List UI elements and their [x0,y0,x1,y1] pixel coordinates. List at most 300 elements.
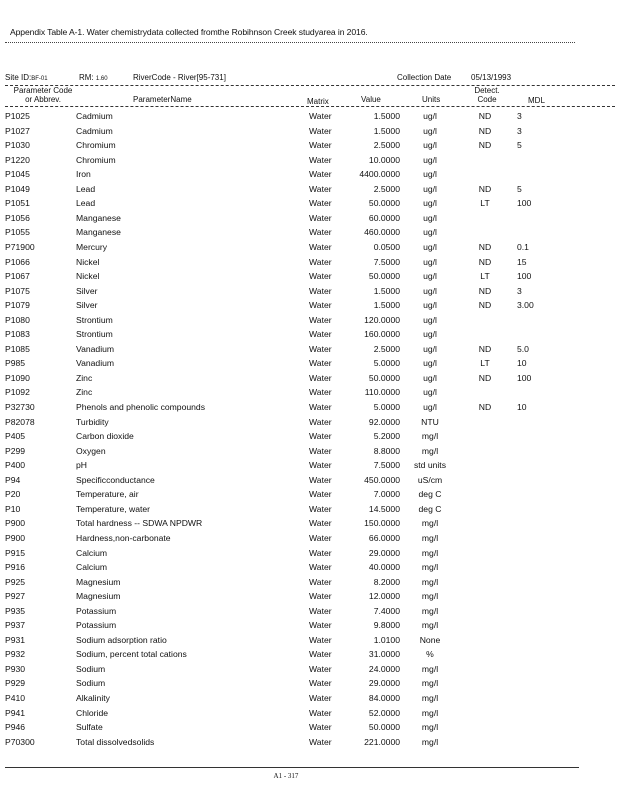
value-cell: 7.5000 [373,256,400,267]
parameter-code-cell: P1051 [5,198,30,209]
parameter-code-cell: P915 [5,547,26,558]
table-row [0,737,618,752]
value-cell: 40.0000 [368,562,400,573]
parameter-code-cell: P941 [5,707,26,718]
units-cell: deg C [418,503,442,514]
river-mile-label: RM: [79,73,94,82]
parameter-code-cell: P10 [5,503,21,514]
value-cell: 60.0000 [368,212,400,223]
detect-code-cell: ND [478,140,492,151]
units-cell: mg/l [421,445,439,456]
units-cell: mg/l [421,678,439,689]
units-cell: mg/l [421,693,439,703]
parameter-name-cell: Vanadium [76,358,115,369]
units-cell: ug/l [423,169,437,180]
parameter-name-cell: Silver [76,300,98,311]
parameter-name-cell: Manganese [76,227,121,238]
mdl-cell: 100 [517,271,532,282]
header-matrix: Matrix [307,97,329,106]
matrix-cell: Water [309,576,332,587]
parameter-code-cell: P70300 [5,736,35,747]
title-divider [5,42,575,43]
value-cell: 10.0000 [368,154,400,165]
parameter-name-cell: Silver [76,285,98,296]
parameter-code-cell: P1030 [5,140,30,151]
parameter-name-cell: Nickel [76,256,100,267]
parameter-name-cell: Vanadium [76,343,115,354]
parameter-code-cell: P1066 [5,256,30,267]
matrix-cell: Water [309,227,332,238]
parameter-name-cell: Carbon dioxide [76,431,134,442]
matrix-cell: Water [309,605,332,616]
parameter-name-cell: Calcium [76,562,108,573]
units-cell: mg/l [421,663,439,674]
table-row [0,358,618,373]
value-cell: 31.0000 [368,649,400,660]
table-row [0,518,618,533]
table-row [0,664,618,679]
value-cell: 8.8000 [373,445,400,456]
parameter-code-cell: P1067 [5,271,30,282]
value-cell: 110.0000 [364,387,400,398]
table-row [0,344,618,359]
table-row [0,620,618,635]
value-cell: 50.0000 [368,722,400,733]
value-cell: 450.0000 [364,474,400,485]
value-cell: 1.5000 [373,111,400,121]
parameter-code-cell: P900 [5,518,26,529]
value-cell: 50.0000 [368,372,400,383]
units-cell: mg/l [421,547,439,558]
table-row [0,329,618,344]
parameter-code-cell: P1092 [5,387,30,398]
matrix-cell: Water [309,241,332,252]
parameter-name-cell: Potassium [76,620,117,631]
units-cell: ug/l [423,314,437,325]
units-cell: mg/l [421,532,439,543]
detect-code-cell: LT [480,358,490,369]
parameter-code-cell: P410 [5,693,26,703]
parameter-name-cell: Zinc [76,387,93,398]
mdl-cell: 3.00 [517,300,534,311]
parameter-name-cell: Manganese [76,212,121,223]
units-cell: uS/cm [417,474,443,485]
table-row [0,606,618,621]
value-cell: 14.5000 [368,503,400,514]
units-cell: mg/l [421,722,439,733]
matrix-cell: Water [309,402,332,412]
matrix-cell: Water [309,532,332,543]
mdl-cell: 5.0 [517,343,529,354]
value-cell: 24.0000 [368,663,400,674]
value-cell: 1.0100 [373,634,400,645]
units-cell: None [419,634,441,645]
value-cell: 221.0000 [364,736,400,747]
value-cell: 50.0000 [368,271,400,282]
river-mile [79,73,108,82]
parameter-name-cell: Iron [76,169,91,180]
matrix-cell: Water [309,591,332,602]
units-cell: ug/l [423,198,437,209]
header-top-divider [5,85,615,86]
table-row [0,242,618,257]
matrix-cell: Water [309,271,332,282]
table-row [0,722,618,737]
table-row [0,577,618,592]
mdl-cell: 3 [517,285,522,296]
table-row [0,417,618,432]
matrix-cell: Water [309,431,332,442]
units-cell: mg/l [421,707,439,718]
units-cell: ug/l [423,227,437,238]
parameter-name-cell: Turbidity [76,416,109,427]
units-cell: ug/l [423,256,437,267]
units-cell: ug/l [423,343,437,354]
table-row [0,533,618,548]
mdl-cell: 5 [517,183,522,194]
parameter-code-cell: P932 [5,649,26,660]
units-cell: mg/l [421,576,439,587]
table-row [0,504,618,519]
parameter-code-cell: P929 [5,678,26,689]
table-row [0,126,618,141]
parameter-name-cell: Nickel [76,271,100,282]
parameter-code-cell: P1049 [5,183,30,194]
matrix-cell: Water [309,125,332,136]
matrix-cell: Water [309,169,332,180]
value-cell: 1.5000 [373,300,400,311]
table-row [0,387,618,402]
parameter-name-cell: Chromium [76,154,116,165]
header-detect-code-line1: Detect. [474,86,500,95]
table-row [0,649,618,664]
value-cell: 2.5000 [373,343,400,354]
matrix-cell: Water [309,198,332,209]
matrix-cell: Water [309,562,332,573]
matrix-cell: Water [309,329,332,340]
units-cell: ug/l [423,285,437,296]
matrix-cell: Water [309,620,332,631]
matrix-cell: Water [309,256,332,267]
units-cell: ug/l [423,140,437,151]
parameter-code-cell: P1045 [5,169,30,180]
parameter-code-cell: P927 [5,591,26,602]
table-row [0,184,618,199]
parameter-code-cell: P405 [5,431,26,442]
matrix-cell: Water [309,314,332,325]
units-cell: ug/l [423,154,437,165]
table-row [0,475,618,490]
matrix-cell: Water [309,285,332,296]
matrix-cell: Water [309,489,332,500]
table-row [0,257,618,272]
parameter-code-cell: P937 [5,620,26,631]
units-cell: ug/l [423,387,437,398]
parameter-code-cell: P400 [5,460,26,471]
matrix-cell: Water [309,736,332,747]
header-parameter-code-line1: Parameter Code [13,86,73,95]
header-parameter-code [8,86,78,104]
value-cell: 66.0000 [368,532,400,543]
table-row [0,300,618,315]
matrix-cell: Water [309,445,332,456]
parameter-code-cell: P930 [5,663,26,674]
header-parameter-code-line2: or Abbrev. [25,95,61,104]
units-cell: mg/l [421,562,439,573]
parameter-name-cell: Magnesium [76,591,121,602]
mdl-cell: 10 [517,358,527,369]
matrix-cell: Water [309,372,332,383]
units-cell: mg/l [421,591,439,602]
parameter-name-cell: Calcium [76,547,108,558]
units-cell: std units [413,460,446,471]
matrix-cell: Water [309,387,332,398]
parameter-name-cell: Magnesium [76,576,121,587]
value-cell: 0.0500 [373,241,400,252]
parameter-code-cell: P1025 [5,111,30,121]
matrix-cell: Water [309,722,332,733]
value-cell: 120.0000 [364,314,400,325]
collection-date: 05/13/1993 [471,73,512,82]
parameter-code-cell: P1080 [5,314,30,325]
matrix-cell: Water [309,416,332,427]
parameter-name-cell: Sodium [76,678,106,689]
units-cell: ug/l [423,271,437,282]
matrix-cell: Water [309,707,332,718]
table-row [0,373,618,388]
parameter-code-cell: P916 [5,562,26,573]
value-cell: 5.2000 [373,431,400,442]
value-cell: 52.0000 [368,707,400,718]
matrix-cell: Water [309,678,332,689]
page-title: Appendix Table A-1. Water chemistrydata collected fromthe Robihnson Creek studyarea in 2016. [10,27,368,37]
parameter-name-cell: Oxygen [76,445,106,456]
parameter-code-cell: P299 [5,445,26,456]
parameter-code-cell: P82078 [5,416,35,427]
detect-code-cell: ND [478,300,492,311]
table-row [0,227,618,242]
parameter-code-cell: P1027 [5,125,30,136]
table-row [0,446,618,461]
parameter-code-cell: P1090 [5,372,30,383]
mdl-cell: 15 [517,256,527,267]
parameter-name-cell: Total dissolvedsolids [76,736,155,747]
parameter-code-cell: P946 [5,722,26,733]
parameter-name-cell: Strontium [76,329,113,340]
units-cell: mg/l [421,736,439,747]
table-row [0,431,618,446]
matrix-cell: Water [309,518,332,529]
value-cell: 4400.0000 [359,169,400,180]
site-id-label: Site ID: [5,73,32,82]
detect-code-cell: ND [478,402,492,412]
value-cell: 84.0000 [368,693,400,703]
matrix-cell: Water [309,111,332,121]
units-cell: NTU [421,416,439,427]
parameter-name-cell: Total hardness -- SDWA NPDWR [76,518,203,529]
parameter-code-cell: P1085 [5,343,30,354]
detect-code-cell: LT [480,198,490,209]
parameter-name-cell: Zinc [76,372,93,383]
units-cell: ug/l [423,241,437,252]
table-row [0,315,618,330]
parameter-name-cell: Phenols and phenolic compounds [76,402,205,412]
table-row [0,460,618,475]
parameter-code-cell: P1075 [5,285,30,296]
units-cell: mg/l [421,518,439,529]
parameter-name-cell: Cadmium [76,125,113,136]
value-cell: 50.0000 [368,198,400,209]
detect-code-cell: ND [478,111,492,121]
parameter-name-cell: Mercury [76,241,108,252]
value-cell: 460.0000 [364,227,400,238]
detect-code-cell: LT [480,271,490,282]
parameter-name-cell: Strontium [76,314,113,325]
header-bottom-divider [5,106,615,107]
units-cell: mg/l [421,605,439,616]
table-row [0,402,618,417]
table-row [0,548,618,563]
parameter-name-cell: Lead [76,198,96,209]
header-detect-code-line2: Code [477,95,497,104]
value-cell: 8.2000 [373,576,400,587]
value-cell: 92.0000 [368,416,400,427]
table-row [0,111,618,126]
matrix-cell: Water [309,634,332,645]
detect-code-cell: ND [478,285,492,296]
parameter-code-cell: P1055 [5,227,30,238]
value-cell: 7.5000 [373,460,400,471]
river-code: RiverCode - River[95-731] [133,73,226,82]
value-cell: 160.0000 [364,329,400,340]
parameter-code-cell: P32730 [5,402,35,412]
matrix-cell: Water [309,693,332,703]
parameter-code-cell: P20 [5,489,21,500]
parameter-code-cell: P1056 [5,212,30,223]
parameter-name-cell: Temperature, air [76,489,139,500]
matrix-cell: Water [309,154,332,165]
header-units: Units [422,95,441,104]
detect-code-cell: ND [478,372,492,383]
units-cell: ug/l [423,111,437,121]
value-cell: 2.5000 [373,140,400,151]
parameter-name-cell: Temperature, water [76,503,151,514]
units-cell: ug/l [423,402,437,412]
page-number: A1 - 317 [273,772,299,780]
units-cell: mg/l [421,620,439,631]
table-row [0,271,618,286]
value-cell: 12.0000 [368,591,400,602]
table-row [0,678,618,693]
mdl-cell: 0.1 [517,241,529,252]
header-value: Value [361,95,381,104]
value-cell: 29.0000 [368,547,400,558]
table-row [0,169,618,184]
matrix-cell: Water [309,663,332,674]
matrix-cell: Water [309,300,332,311]
table-row [0,489,618,504]
units-cell: ug/l [423,329,437,340]
matrix-cell: Water [309,140,332,151]
table-row [0,140,618,155]
value-cell: 9.8000 [373,620,400,631]
parameter-name-cell: Hardness,non-carbonate [76,532,171,543]
table-row [0,693,618,708]
mdl-cell: 100 [517,198,532,209]
parameter-name-cell: Alkalinity [76,693,110,703]
value-cell: 1.5000 [373,125,400,136]
parameter-name-cell: Sodium, percent total cations [76,649,187,660]
value-cell: 150.0000 [364,518,400,529]
river-mile-value: 1.60 [95,76,108,82]
parameter-name-cell: Lead [76,183,96,194]
parameter-code-cell: P900 [5,532,26,543]
mdl-cell: 3 [517,125,522,136]
matrix-cell: Water [309,474,332,485]
parameter-code-cell: P71900 [5,241,35,252]
units-cell: deg C [418,489,442,500]
table-row [0,286,618,301]
matrix-cell: Water [309,183,332,194]
matrix-cell: Water [309,503,332,514]
matrix-cell: Water [309,649,332,660]
value-cell: 5.0000 [373,402,400,412]
collection-date-label: Collection Date [397,73,452,82]
table-row [0,635,618,650]
detect-code-cell: ND [478,256,492,267]
parameter-code-cell: P931 [5,634,26,645]
detect-code-cell: ND [478,183,492,194]
mdl-cell: 3 [517,111,522,121]
units-cell: ug/l [423,358,437,369]
parameter-code-cell: P985 [5,358,26,369]
parameter-name-cell: Cadmium [76,111,113,121]
matrix-cell: Water [309,547,332,558]
parameter-code-cell: P935 [5,605,26,616]
units-cell: ug/l [423,300,437,311]
table-row [0,591,618,606]
parameter-name-cell: Specificconductance [76,474,155,485]
parameter-name-cell: Sulfate [76,722,103,733]
value-cell: 7.0000 [373,489,400,500]
site-id-value: BF-01 [31,76,48,82]
value-cell: 2.5000 [373,183,400,194]
table-row [0,562,618,577]
parameter-name-cell: Sodium [76,663,106,674]
footer-divider [5,767,579,768]
value-cell: 29.0000 [368,678,400,689]
value-cell: 7.4000 [373,605,400,616]
table-row [0,213,618,228]
parameter-name-cell: Potassium [76,605,117,616]
units-cell: mg/l [421,431,439,442]
mdl-cell: 100 [517,372,532,383]
parameter-code-cell: P1220 [5,154,30,165]
table-row [0,198,618,213]
detect-code-cell: ND [478,125,492,136]
table-row [0,155,618,170]
parameter-name-cell: Sodium adsorption ratio [76,634,167,645]
parameter-code-cell: P1083 [5,329,30,340]
matrix-cell: Water [309,358,332,369]
detect-code-cell: ND [478,343,492,354]
site-id [5,73,48,82]
units-cell: ug/l [423,125,437,136]
matrix-cell: Water [309,460,332,471]
parameter-name-cell: pH [76,460,87,471]
units-cell: ug/l [423,212,437,223]
mdl-cell: 5 [517,140,522,151]
